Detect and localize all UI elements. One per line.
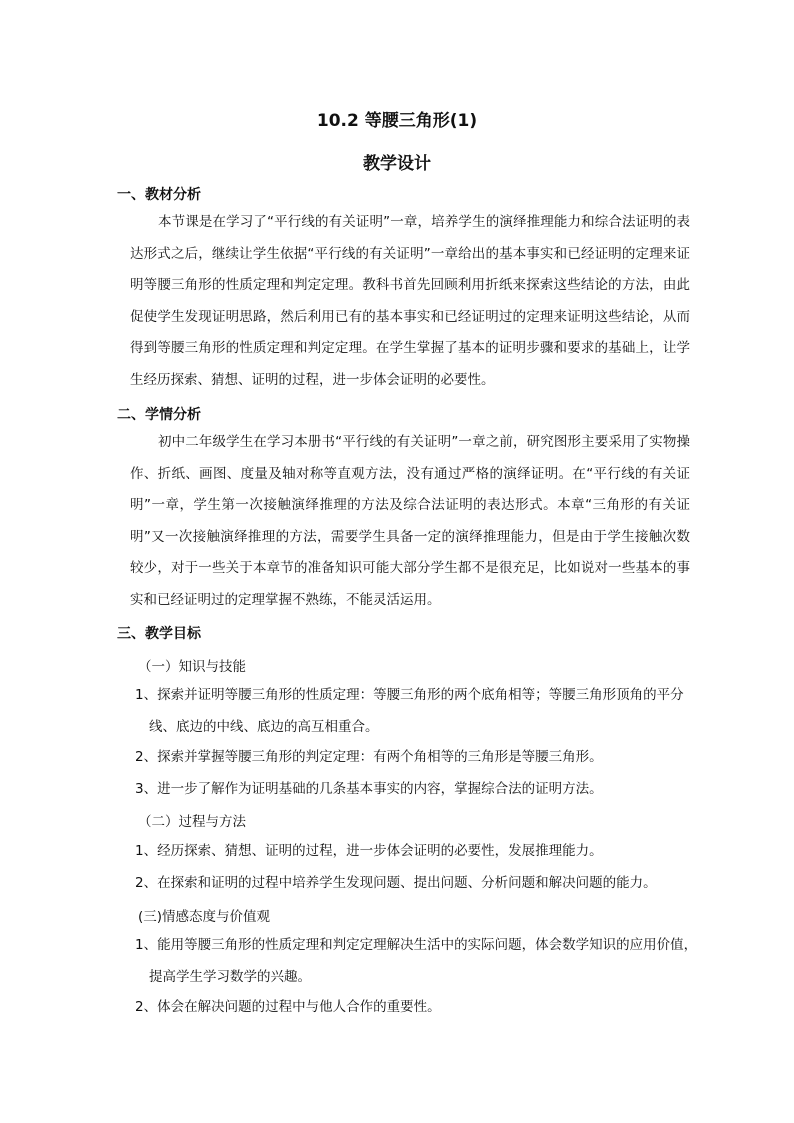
document-subtitle: 教学设计	[363, 154, 431, 174]
subsection-label-knowledge-skills: （一）知识与技能	[138, 659, 246, 675]
section-paragraph-textbook-analysis: 本节课是在学习了“平行线的有关证明”一章，培养学生的演绎推理能力和综合法证明的表达形式之后，继续让学生依据“平行线的有关证明”一章给出的基本事实和已经证明的定理来证明等腰三角形的性质定理和判定定理。教科书首先回顾利用折纸来探索这些结论的方法，由此促使学生发现证明思路，然后利用已有的基本事实和已经证明过的定理来证明这些结论，从而得到等腰三角形的性质定理和判定定理。在学生掌握了基本的证明步骤和要求的基础上，让学生经历探索、猜想、证明的过程，进一步体会证明的必要性。	[130, 214, 690, 388]
section-heading-textbook-analysis: 一、教材分析	[117, 187, 201, 203]
goal-item: 1、经历探索、猜想、证明的过程，进一步体会证明的必要性，发展推理能力。	[135, 843, 603, 859]
goal-item: 2、体会在解决问题的过程中与他人合作的重要性。	[135, 999, 441, 1015]
goal-item: 1、能用等腰三角形的性质定理和判定定理解决生活中的实际问题，体会数学知识的应用价值，提高学生学习数学的兴趣。	[135, 937, 698, 985]
section-heading-teaching-goals: 三、教学目标	[117, 626, 201, 642]
section-paragraph-student-analysis: 初中二年级学生在学习本册书“平行线的有关证明”一章之前，研究图形主要采用了实物操作、折纸、画图、度量及轴对称等直观方法，没有通过严格的演绎证明。在“平行线的有关证明”一章，学生第一次接触演绎推理的方法及综合法证明的表达形式。本章“三角形的有关证明”又一次接触演绎推理的方法，需要学生具备一定的演绎推理能力，但是由于学生接触次数较少，对于一些关于本章节的准备知识可能大部分学生都不是很充足，比如说对一些基本的事实和已经证明过的定理掌握不熟练，不能灵活运用。	[130, 434, 690, 608]
goal-item: 3、进一步了解作为证明基础的几条基本事实的内容，掌握综合法的证明方法。	[135, 781, 603, 797]
goal-item: 1、探索并证明等腰三角形的性质定理：等腰三角形的两个底角相等；等腰三角形顶角的平分线、底边的中线、底边的高互相重合。	[135, 687, 684, 735]
subsection-label-attitudes-values: (三)情感态度与价值观	[138, 909, 271, 925]
document-title: 10.2 等腰三角形(1)	[316, 111, 478, 131]
subsection-label-process-methods: （二）过程与方法	[138, 814, 246, 830]
section-heading-student-analysis: 二、学情分析	[117, 407, 201, 423]
goal-item: 2、在探索和证明的过程中培养学生发现问题、提出问题、分析问题和解决问题的能力。	[135, 875, 657, 891]
goal-item: 2、探索并掌握等腰三角形的判定定理：有两个角相等的三角形是等腰三角形。	[135, 749, 603, 765]
